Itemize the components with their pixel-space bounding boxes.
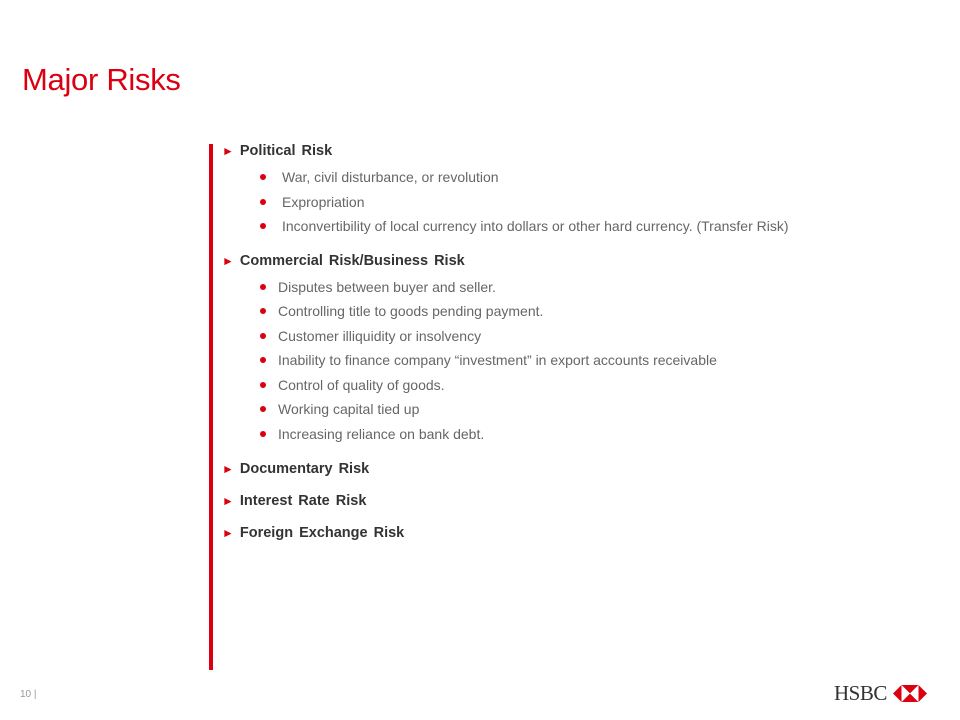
list-item: Customer illiquidity or insolvency — [222, 324, 922, 349]
section-heading: ► Political Risk — [222, 143, 333, 159]
hsbc-logo — [834, 680, 927, 706]
accent-vertical-bar — [209, 144, 213, 670]
section-heading: ► Foreign Exchange Risk — [222, 524, 405, 541]
list-item: Controlling title to goods pending payment. — [222, 299, 922, 324]
logo-wordmark: HSBC — [834, 680, 887, 705]
triangle-right-icon: ► — [222, 461, 234, 476]
section-heading: ► Documentary Risk — [222, 460, 370, 477]
page-number: 10 | — [20, 689, 37, 700]
page-title: Major Risks — [22, 62, 181, 97]
list-item: Inability to finance company “investment” in export accounts receivable — [222, 348, 922, 373]
section-interest-rate-risk — [222, 491, 922, 511]
list-item: Control of quality of goods. — [222, 373, 922, 398]
section-heading: ► Commercial Risk/Business Risk — [222, 252, 465, 269]
section-foreign-exchange-risk — [222, 523, 922, 543]
section-commercial-risk — [222, 251, 922, 447]
triangle-right-icon: ► — [222, 253, 234, 268]
triangle-right-icon: ► — [222, 144, 234, 158]
list-item: Inconvertibility of local currency into dollars or other hard currency. (Transfer Risk) — [222, 214, 922, 239]
list-item: Expropriation — [222, 190, 922, 215]
triangle-right-icon: ► — [222, 525, 234, 540]
section-political-risk — [222, 141, 922, 239]
bullet-list — [222, 275, 922, 447]
section-documentary-risk — [222, 459, 922, 479]
triangle-right-icon: ► — [222, 493, 234, 508]
risk-list — [222, 141, 922, 555]
section-heading: ► Interest Rate Risk — [222, 492, 367, 509]
list-item: Increasing reliance on bank debt. — [222, 422, 922, 447]
hexagon-logo-icon — [893, 685, 927, 702]
list-item: Working capital tied up — [222, 397, 922, 422]
bullet-list — [222, 165, 922, 239]
list-item: War, civil disturbance, or revolution — [222, 165, 922, 190]
list-item: Disputes between buyer and seller. — [222, 275, 922, 300]
